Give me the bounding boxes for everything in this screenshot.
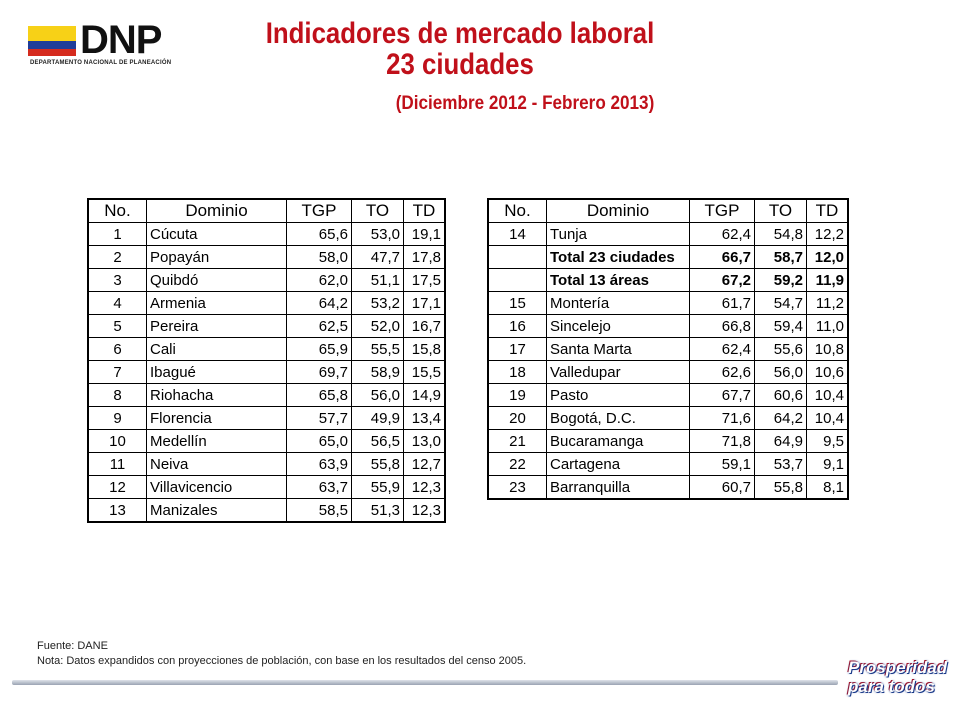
cell-td: 13,4 [404,407,446,430]
cell-td: 12,3 [404,476,446,499]
cell-dominio: Bucaramanga [547,430,690,453]
header-dominio: Dominio [147,199,287,223]
cell-no: 9 [88,407,147,430]
cell-no: 10 [88,430,147,453]
table-row [88,292,445,315]
cell-dominio: Montería [547,292,690,315]
header-to: TO [755,199,807,223]
cell-no: 19 [488,384,547,407]
cell-dominio: Neiva [147,453,287,476]
cell-dominio: Pasto [547,384,690,407]
cell-dominio: Tunja [547,223,690,246]
cell-td: 17,5 [404,269,446,292]
cell-tgp: 62,4 [690,338,755,361]
cell-tgp: 62,0 [287,269,352,292]
cell-to: 59,4 [755,315,807,338]
header-td: TD [807,199,849,223]
cell-dominio: Cúcuta [147,223,287,246]
cell-td: 16,7 [404,315,446,338]
cell-tgp: 63,9 [287,453,352,476]
cell-no: 22 [488,453,547,476]
cell-dominio: Barranquilla [547,476,690,500]
table-row [88,246,445,269]
cell-no: 20 [488,407,547,430]
cell-dominio: Riohacha [147,384,287,407]
cell-dominio: Villavicencio [147,476,287,499]
cell-to: 54,8 [755,223,807,246]
cell-tgp: 57,7 [287,407,352,430]
cell-td: 11,0 [807,315,849,338]
header-no: No. [88,199,147,223]
cell-tgp: 71,8 [690,430,755,453]
cell-td: 11,2 [807,292,849,315]
cell-td: 19,1 [404,223,446,246]
table-row [488,384,848,407]
table-row [488,269,848,292]
cell-no: 14 [488,223,547,246]
cell-to: 60,6 [755,384,807,407]
cell-tgp: 64,2 [287,292,352,315]
cell-to: 64,2 [755,407,807,430]
cell-no: 15 [488,292,547,315]
cell-to: 52,0 [352,315,404,338]
cell-tgp: 65,9 [287,338,352,361]
table-row [88,269,445,292]
table-row [488,430,848,453]
header-tgp: TGP [690,199,755,223]
cell-dominio: Armenia [147,292,287,315]
cell-no: 23 [488,476,547,500]
cell-no: 5 [88,315,147,338]
header-td: TD [404,199,446,223]
period-label: (Diciembre 2012 - Febrero 2013) [395,93,655,114]
cell-td: 8,1 [807,476,849,500]
cell-dominio: Florencia [147,407,287,430]
cell-to: 51,3 [352,499,404,523]
cell-tgp: 61,7 [690,292,755,315]
cell-dominio: Quibdó [147,269,287,292]
cell-tgp: 65,6 [287,223,352,246]
cell-no: 18 [488,361,547,384]
cell-tgp: 58,0 [287,246,352,269]
cell-td: 12,2 [807,223,849,246]
cell-tgp: 60,7 [690,476,755,500]
cell-dominio: Medellín [147,430,287,453]
cell-to: 56,0 [352,384,404,407]
cell-no: 16 [488,315,547,338]
header-to: TO [352,199,404,223]
cell-no: 11 [88,453,147,476]
cell-td: 12,3 [404,499,446,523]
cell-no: 17 [488,338,547,361]
table-row [488,338,848,361]
header-tgp: TGP [287,199,352,223]
table-row [88,223,445,246]
table-header-row [488,199,848,223]
cell-td: 10,8 [807,338,849,361]
cell-dominio: Cartagena [547,453,690,476]
cell-dominio: Sincelejo [547,315,690,338]
cell-tgp: 66,7 [690,246,755,269]
cell-dominio: Pereira [147,315,287,338]
cell-tgp: 65,0 [287,430,352,453]
cell-dominio: Total 13 áreas [547,269,690,292]
right-table [487,198,849,500]
cell-to: 53,2 [352,292,404,315]
table-header-row [88,199,445,223]
cell-to: 58,7 [755,246,807,269]
cell-dominio: Manizales [147,499,287,523]
cell-td: 9,5 [807,430,849,453]
cell-tgp: 63,7 [287,476,352,499]
prosperidad-logo [848,658,948,706]
cell-tgp: 67,2 [690,269,755,292]
table-row [88,384,445,407]
cell-no [488,269,547,292]
cell-tgp: 59,1 [690,453,755,476]
cell-to: 49,9 [352,407,404,430]
cell-to: 47,7 [352,246,404,269]
cell-td: 15,5 [404,361,446,384]
cell-td: 9,1 [807,453,849,476]
cell-to: 55,8 [755,476,807,500]
cell-dominio: Popayán [147,246,287,269]
cell-tgp: 62,5 [287,315,352,338]
cell-to: 55,5 [352,338,404,361]
cell-to: 56,0 [755,361,807,384]
table-row [488,407,848,430]
cell-tgp: 58,5 [287,499,352,523]
cell-no: 2 [88,246,147,269]
cell-tgp: 71,6 [690,407,755,430]
table-row [88,453,445,476]
cell-no: 6 [88,338,147,361]
cell-dominio: Cali [147,338,287,361]
cell-td: 17,1 [404,292,446,315]
cell-tgp: 69,7 [287,361,352,384]
cell-to: 55,6 [755,338,807,361]
header-dominio: Dominio [547,199,690,223]
cell-no: 13 [88,499,147,523]
slogan-line1: Prosperidad [848,658,948,677]
footer-source: Fuente: DANE [37,640,108,652]
logo-text: DNP [80,18,162,62]
cell-to: 53,7 [755,453,807,476]
table-row [88,338,445,361]
cell-to: 55,8 [352,453,404,476]
cell-to: 53,0 [352,223,404,246]
cell-no: 12 [88,476,147,499]
table-row [88,476,445,499]
footer-divider [12,680,838,685]
cell-no [488,246,547,269]
cell-td: 13,0 [404,430,446,453]
cell-td: 10,6 [807,361,849,384]
cell-no: 7 [88,361,147,384]
colombia-flag-icon [28,26,76,56]
page-subtitle: 23 ciudades [386,48,534,81]
cell-to: 64,9 [755,430,807,453]
cell-to: 51,1 [352,269,404,292]
cell-to: 54,7 [755,292,807,315]
cell-no: 1 [88,223,147,246]
table-row [88,407,445,430]
cell-td: 12,7 [404,453,446,476]
left-table [87,198,446,523]
slogan-line2: para todos [848,677,935,696]
logo-subtitle: DEPARTAMENTO NACIONAL DE PLANEACIÓN [30,60,172,66]
cell-dominio: Total 23 ciudades [547,246,690,269]
table-row [488,223,848,246]
cell-td: 15,8 [404,338,446,361]
cell-no: 21 [488,430,547,453]
table-row [88,430,445,453]
table-row [88,315,445,338]
cell-dominio: Valledupar [547,361,690,384]
cell-no: 8 [88,384,147,407]
cell-tgp: 67,7 [690,384,755,407]
cell-to: 58,9 [352,361,404,384]
table-row [488,292,848,315]
cell-no: 4 [88,292,147,315]
cell-to: 59,2 [755,269,807,292]
cell-td: 12,0 [807,246,849,269]
table-row [488,315,848,338]
cell-td: 11,9 [807,269,849,292]
cell-to: 55,9 [352,476,404,499]
table-row [488,453,848,476]
cell-tgp: 65,8 [287,384,352,407]
dnp-logo [28,18,188,70]
table-row [88,499,445,523]
table-row [88,361,445,384]
table-row [488,361,848,384]
table-row [488,476,848,500]
cell-td: 10,4 [807,384,849,407]
cell-td: 17,8 [404,246,446,269]
cell-td: 10,4 [807,407,849,430]
header-no: No. [488,199,547,223]
table-row [488,246,848,269]
cell-dominio: Santa Marta [547,338,690,361]
cell-tgp: 62,4 [690,223,755,246]
cell-dominio: Ibagué [147,361,287,384]
cell-td: 14,9 [404,384,446,407]
cell-tgp: 66,8 [690,315,755,338]
cell-to: 56,5 [352,430,404,453]
page-title: Indicadores de mercado laboral [265,17,655,50]
cell-tgp: 62,6 [690,361,755,384]
footer-note: Nota: Datos expandidos con proyecciones de población, con base en los resultados del censo 2005. [37,655,527,667]
cell-no: 3 [88,269,147,292]
cell-dominio: Bogotá, D.C. [547,407,690,430]
